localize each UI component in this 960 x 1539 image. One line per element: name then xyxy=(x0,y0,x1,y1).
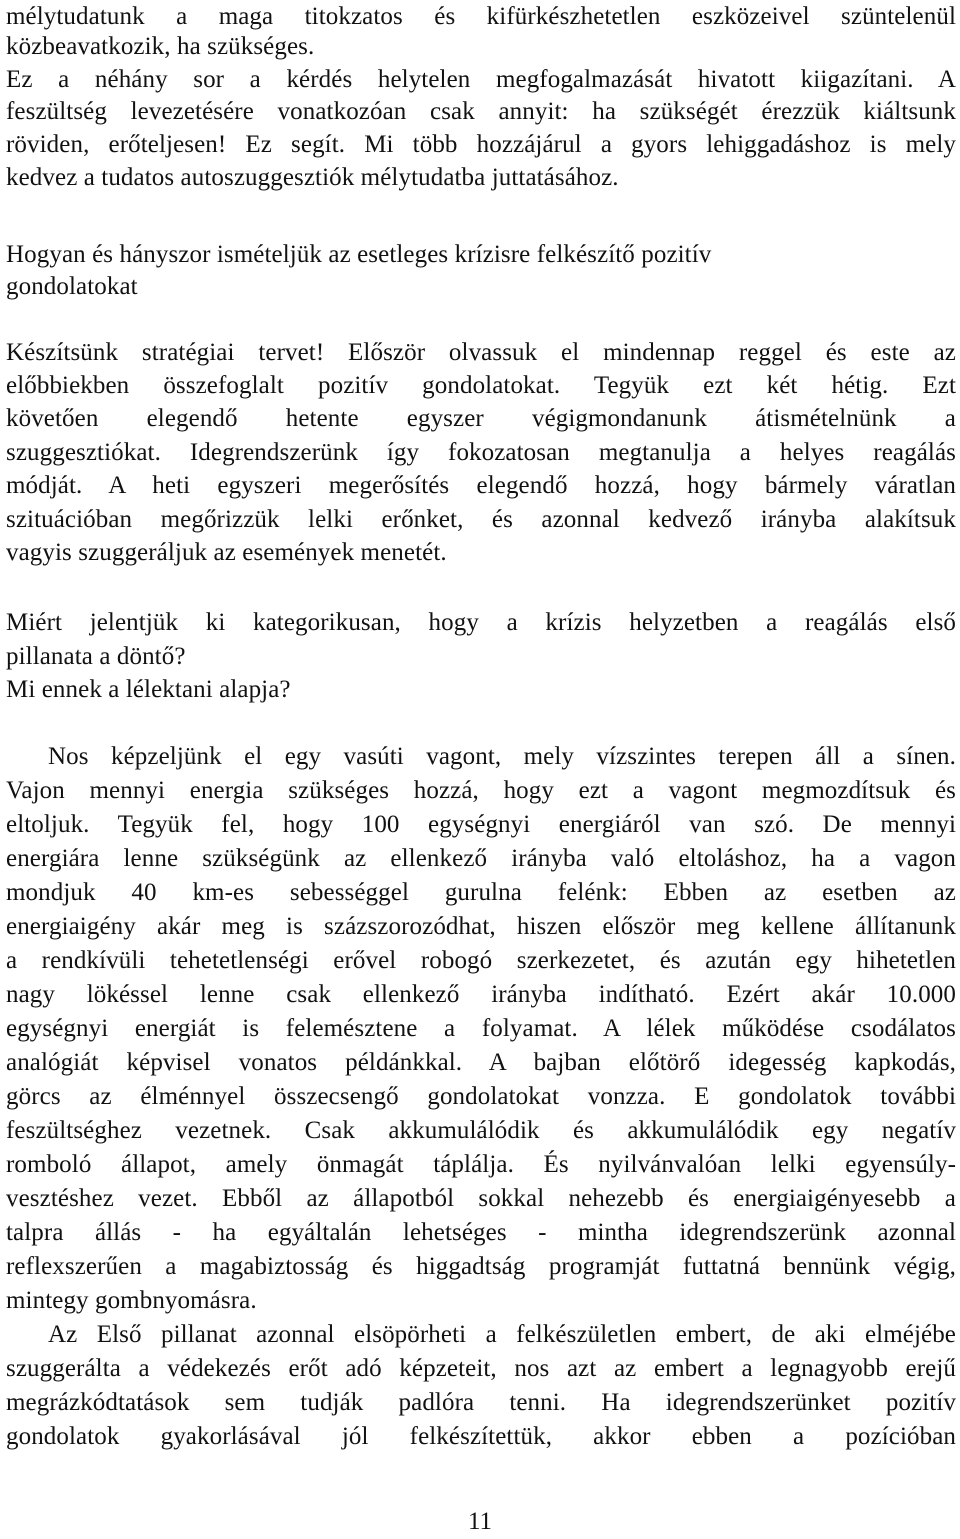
page-number: 11 xyxy=(467,1508,493,1535)
text-line: a rendkívüli tehetetlenségi erővel robogó szerkezetet, és azután egy hihetetlen xyxy=(6,947,956,974)
section-heading-line: gondolatokat xyxy=(6,273,138,300)
text-line: Mi ennek a lélektani alapja? xyxy=(6,676,291,703)
text-line: Készítsünk stratégiai tervet! Először olvassuk el mindennap reggel és este az xyxy=(6,339,956,366)
text-line: módját. A heti egyszeri megerősítés elegendő hozzá, hogy bármely váratlan xyxy=(6,472,956,499)
text-line: Ez a néhány sor a kérdés helytelen megfogalmazását hivatott kiigazítani. A xyxy=(6,66,956,93)
text-line: analógiát képvisel vonatos példánkkal. A bajban előtörő idegesség kapkodás, xyxy=(6,1049,956,1076)
text-line: szuggesztiókat. Idegrendszerünk így fokozatosan megtanulja a helyes reagálás xyxy=(6,439,956,466)
text-line: kedvez a tudatos autoszuggesztiók mélytudatba juttatásához. xyxy=(6,164,619,191)
text-line: energiára lenne szükségünk az ellenkező irányba való eltoláshoz, ha a vagon xyxy=(6,845,956,872)
text-line: pillanata a döntő? xyxy=(6,643,186,670)
text-line: feszültség levezetésére vonatkozóan csak annyit: ha szükségét érezzük kiáltsunk xyxy=(6,98,956,125)
text-line: energiaigény akár meg is százszorozódhat, hiszen először meg kellene állítanunk xyxy=(6,913,956,940)
text-line: röviden, erőteljesen! Ez segít. Mi több hozzájárul a gyors lehiggadáshoz is mely xyxy=(6,131,956,158)
text-line: mélytudatunk a maga titokzatos és kifürkészhetetlen eszközeivel szüntelenül xyxy=(6,3,956,30)
text-line: Miért jelentjük ki kategorikusan, hogy a krízis helyzetben a reagálás első xyxy=(6,609,956,636)
text-line: szituációban megőrizzük lelki erőnket, és azonnal kedvező irányba alakítsuk xyxy=(6,506,956,533)
text-line: előbbiekben összefoglalt pozitív gondolatokat. Tegyük ezt két hétig. Ezt xyxy=(6,372,956,399)
text-line: szuggerálta a védekezés erőt adó képzeteit, nos azt az embert a legnagyobb erejű xyxy=(6,1355,956,1382)
text-line: követően elegendő hetente egyszer végigmondanunk átismételnünk a xyxy=(6,405,956,432)
text-line: közbeavatkozik, ha szükséges. xyxy=(6,33,315,60)
text-line: Nos képzeljünk el egy vasúti vagont, mely vízszintes terepen áll a sínen. xyxy=(48,743,956,770)
text-line: eltoljuk. Tegyük fel, hogy 100 egységnyi energiáról van szó. De mennyi xyxy=(6,811,956,838)
text-line: Vajon mennyi energia szükséges hozzá, hogy ezt a vagont megmozdítsuk és xyxy=(6,777,956,804)
text-line: megrázkódtatások sem tudják padlóra tenni. Ha idegrendszerünket pozitív xyxy=(6,1389,956,1416)
text-line: görcs az élménnyel összecsengő gondolatokat vonzza. E gondolatok további xyxy=(6,1083,956,1110)
text-line: vesztéshez vezet. Ebből az állapotból sokkal nehezebb és energiaigényesebb a xyxy=(6,1185,956,1212)
text-line: gondolatok gyakorlásával jól felkészítettük, akkor ebben a pozícióban xyxy=(6,1423,956,1450)
text-line: feszültséghez vezetnek. Csak akkumulálódik és akkumulálódik egy negatív xyxy=(6,1117,956,1144)
text-line: mintegy gombnyomásra. xyxy=(6,1287,257,1314)
text-line: mondjuk 40 km-es sebességgel gurulna felénk: Ebben az esetben az xyxy=(6,879,956,906)
text-line: romboló állapot, amely önmagát táplálja. És nyilvánvalóan lelki egyensúly- xyxy=(6,1151,956,1178)
text-line: Az Első pillanat azonnal elsöpörheti a felkészületlen embert, de aki elméjébe xyxy=(48,1321,956,1348)
text-line: egységnyi energiát is felemésztene a folyamat. A lélek működése csodálatos xyxy=(6,1015,956,1042)
text-line: talpra állás - ha egyáltalán lehetséges - mintha idegrendszerünk azonnal xyxy=(6,1219,956,1246)
section-heading-line: Hogyan és hányszor ismételjük az esetleges krízisre felkészítő pozitív xyxy=(6,241,712,268)
text-line: reflexszerűen a magabiztosság és higgadtság programját futtatná bennünk végig, xyxy=(6,1253,956,1280)
text-line: vagyis szuggeráljuk az események menetét. xyxy=(6,539,447,566)
text-line: nagy lökéssel lenne csak ellenkező irányba indítható. Ezért akár 10.000 xyxy=(6,981,956,1008)
